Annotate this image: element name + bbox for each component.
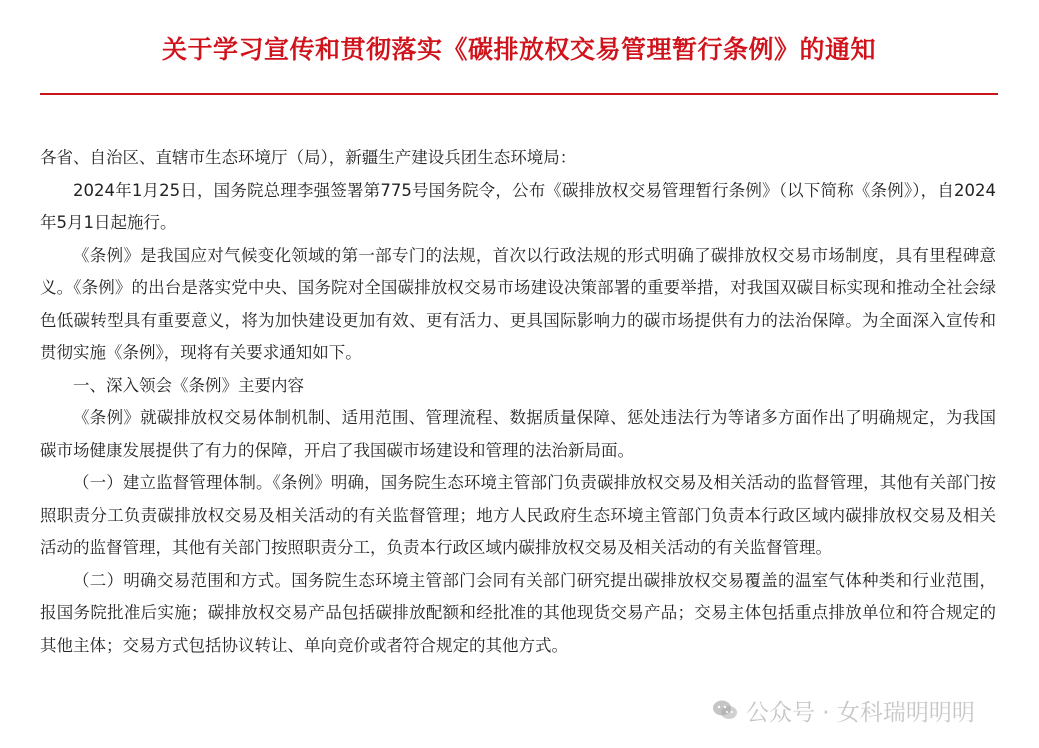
document-title: 关于学习宣传和贯彻落实《碳排放权交易管理暂行条例》的通知	[161, 35, 876, 64]
body-paragraph: 《条例》就碳排放权交易体制机制、适用范围、管理流程、数据质量保障、惩处违法行为等诸多方面作出了明确规定，为我国碳市场健康发展提供了有力的保障，开启了我国碳市场建设和管理的法治新局面。	[40, 408, 996, 460]
body-paragraph: 《条例》是我国应对气候变化领域的第一部专门的法规，首次以行政法规的形式明确了碳排放权交易市场制度，具有里程碑意义。《条例》的出台是落实党中央、国务院对全国碳排放权交易市场建设决策部署的重要举措，对我国双碳目标实现和推动全社会绿色低碳转型具有重要意义，将为加快建设更加有效、更有活力、更具国际影响力的碳市场提供有力的法治保障。为全面深入宣传和贯彻实施《条例》，现将有关要求通知如下。	[40, 245, 996, 362]
salutation-paragraph: 各省、自治区、直辖市生态环境厅（局），新疆生产建设兵团生态环境局：	[40, 148, 577, 167]
title-divider	[40, 93, 998, 95]
body-paragraph: 2024年1月25日，国务院总理李强签署第775号国务院令，公布《碳排放权交易管理暂行条例》（以下简称《条例》），自2024年5月1日起施行。	[40, 180, 996, 232]
wechat-icon	[712, 699, 738, 721]
body-paragraph: （一）建立监督管理体制。《条例》明确，国务院生态环境主管部门负责碳排放权交易及相关活动的监督管理，其他有关部门按照职责分工负责碳排放权交易及相关活动的有关监督管理；地方人民政府生态环境主管部门负责本行政区域内碳排放权交易及相关活动的监督管理，其他有关部门按照职责分工，负责本行政区域内碳排放权交易及相关活动的有关监督管理。	[40, 473, 996, 557]
document-body	[40, 142, 996, 662]
watermark	[712, 690, 975, 730]
section-heading: 一、深入领会《条例》主要内容	[73, 375, 304, 395]
body-paragraph: （二）明确交易范围和方式。国务院生态环境主管部门会同有关部门研究提出碳排放权交易覆盖的温室气体种类和行业范围，报国务院批准后实施；碳排放权交易产品包括碳排放配额和经批准的其他现货交易产品；交易主体包括重点排放单位和符合规定的其他主体；交易方式包括协议转让、单向竞价或者符合规定的其他方式。	[40, 570, 996, 655]
watermark-text: 公众号 · 女科瑞明明明	[746, 699, 975, 726]
